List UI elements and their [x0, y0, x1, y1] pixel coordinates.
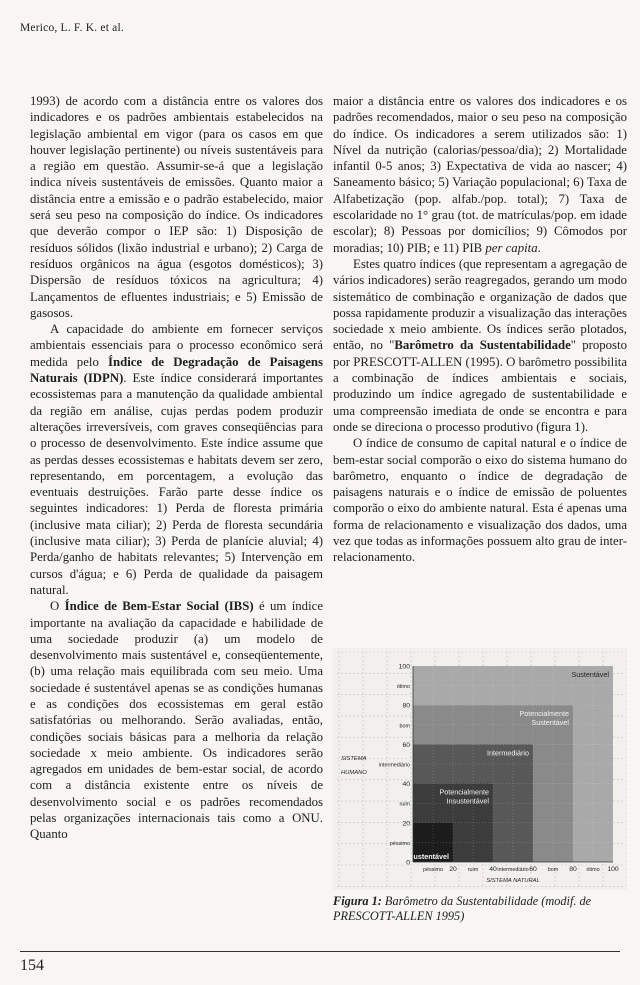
- y-tick-label: 80: [402, 702, 410, 710]
- barometer-body: " proposto por PRESCOTT-ALLEN (1995). O barômetro possibilita a combinação de índices ambientais e sociais, produzindo um índice agregado de sustentabilidade e uma compreensão imediata de onde se encontra e para onde se direciona o processo produtivo (figura 1).: [333, 338, 627, 434]
- y-tick-label: ruim: [399, 801, 410, 808]
- ibs-term: Índice de Bem-Estar Social (IBS): [64, 599, 254, 614]
- y-tick-label: bom: [399, 723, 410, 730]
- idpn-intro: A capacidade do ambiente em fornecer serviços ambientais essenciais para o processo econômico será medida pelo: [30, 322, 323, 369]
- left-text-column: [30, 93, 323, 843]
- x-tick-label: 60: [529, 866, 537, 873]
- idpn-body: . Este índice considerará importantes ecossistemas para a manutenção da qualidade ambiental da região em análise, cujas perdas podem produzir alterações irreversíveis, com graves conseqüências para o processo de desenvolvimento. Este índice assume que as perdas desses ecossistemas e habitats devem ser zero, representando, em porcentagem, a evolução das eventuais destruições. Farão parte desse índice os seguintes indicadores: 1) Perda de floresta primária (inclusive mata ciliar); 2) Perda de floresta secundária (inclusive mata ciliar); 3) Perda de planície aluvial; 4) Perda/ganho de habitats relevantes; 5) Intervenção em cursos d'água; e 6) Perda de qualidade da paisagem natural.: [30, 371, 323, 597]
- zone-label: Potencialmente: [519, 709, 569, 719]
- barometer-figure: [333, 648, 627, 890]
- y-tick-label: 40: [402, 781, 410, 789]
- caption-label: Figura 1:: [333, 894, 382, 908]
- y-tick-label: ótimo: [396, 684, 410, 691]
- y-tick-label: 0: [406, 859, 410, 867]
- idpn-term: Índice de Degradação de Paisagens Naturais (IDPN): [30, 354, 323, 386]
- paragraph-idpn: [30, 321, 323, 598]
- y-tick-label: 20: [402, 820, 410, 828]
- barometer-chart: [333, 648, 627, 890]
- paragraph-ibs: [30, 598, 323, 842]
- page-number: 154: [20, 957, 44, 974]
- indicators-text: maior a distância entre os valores dos indicadores e os padrões recomendados, maior o seu peso na composição do índice. Os indicadores a serem utilizados são: 1) Nível da nutrição (calorias/pessoa/dia); 2) Mortalidade infantil 0-5 anos; 3) Expectativa de vida ao nascer; 4) Saneamento básico; 5) Variação populacional; 6) Taxa de Alfabetização (pop. alfab./pop. total); 7) Taxa de escolaridade no 1° grau (tot. de matrículas/pop. em idade escolar); 8) Pessoas por domicílios; 9) Cômodos por moradias; 10) PIB; e 11) PIB: [333, 94, 627, 255]
- x-tick-label: 40: [489, 866, 497, 873]
- zone-label: Potencialmente: [439, 787, 489, 797]
- y-tick-label: péssimo: [389, 840, 410, 847]
- y-tick-label: intermediário: [378, 762, 410, 769]
- x-tick-label: intermediário: [497, 867, 529, 873]
- per-capita: per capita: [485, 240, 538, 255]
- zone-label: Insustentável: [446, 796, 489, 806]
- x-tick-label: 20: [449, 866, 457, 873]
- x-axis-label: SISTEMA NATURAL: [486, 878, 540, 884]
- x-tick-label: péssimo: [422, 867, 444, 873]
- zone-label: Sustentável: [531, 718, 569, 728]
- right-text-column: [333, 93, 627, 566]
- x-tick-label: ótimo: [586, 867, 600, 873]
- paragraph-ibs-indicators: [333, 93, 627, 256]
- ibs-body: é um índice importante na avaliação da capacidade e habilidade de uma sociedade produzir (a) um modelo de desenvolvimento mais sustentável e, conseqüentemente, (b) uma relação mais equilibrada com seu meio. Uma sociedade é sustentável apenas se as condições humanas e as condições dos ecossistemas em geral estão satisfatórias ou melhorando. Serão avaliadas, então, condições sociais básicas para a melhoria da relação sociedade x meio ambiente. Os indicadores serão agregados em unidades de bem-estar social, de acordo com a distância existente entre os níveis de desenvolvimento social e os padrões recomendados pelas organizações internacionais tais como a ONU. Quanto: [30, 599, 323, 842]
- y-tick-label: 100: [398, 663, 410, 671]
- footer-rule: [20, 951, 620, 952]
- paragraph-barometer: [333, 256, 627, 435]
- running-head: Merico, L. F. K. et al.: [20, 22, 124, 34]
- barometer-intro: Estes quatro índices (que representam a agregação de vários indicadores) serão reagregados, gerando um modo sistemático de combinação e organização de dados que possa rapidamente produzir a visualização das interações sociedade x meio ambiente. Os índices serão plotados, então, no ": [333, 256, 627, 353]
- x-tick-label: bom: [547, 867, 559, 873]
- y-axis-label-line: HUMANO: [341, 769, 367, 776]
- zone-label: Insustentável: [403, 852, 449, 861]
- figure-caption: [333, 894, 627, 924]
- barometer-term: Barômetro da Sustentabilidade: [394, 338, 571, 353]
- indicators-end: .: [537, 240, 541, 255]
- x-tick-label: 100: [607, 866, 619, 873]
- y-axis-label-line: SISTEMA: [341, 756, 367, 763]
- paragraph-axes: O índice de consumo de capital natural e o índice de bem-estar social comporão o eixo do sistema humano do barômetro, enquanto o índice de degradação de paisagens naturais e o índice de emissão de poluentes comporão o eixo do ambiente natural. Esta é apenas uma forma de relacionamento e visualização dos dados, uma vez que todas as informações possuem alto grau de inter-relacionamento.: [333, 436, 627, 565]
- zone-label: Intermediário: [487, 748, 529, 758]
- ibs-intro: O: [50, 599, 65, 614]
- x-tick-label: ruim: [467, 867, 479, 873]
- paragraph-iep: 1993) de acordo com a distância entre os valores dos indicadores e os padrões ambientais estabelecidos na legislação ambiental em vigor (para os casos em que houver legislação pertinente) ou níveis sustentáveis para a região em questão. Assumir-se-á que a legislação indica níveis sustentáveis de emissões. Quanto maior a distância entre a emissão e o padrão estabelecido, maior será seu peso na composição do índice. Os indicadores que deverão compor o IEP são: 1) Disposição de resíduos sólidos (lixão industrial e urbano); 2) Carga de resíduos orgânicos na água (esgotos domésticos); 3) Dispersão de resíduos tóxicos na agricultura; 4) Lançamentos de efluentes industriais; e 5) Emissão de gasosos.: [30, 94, 323, 320]
- y-tick-label: 60: [402, 741, 410, 749]
- zone-label: Sustentável: [571, 670, 609, 679]
- x-tick-label: 80: [569, 866, 577, 873]
- caption-text: Barômetro da Sustentabilidade (modif. de PRESCOTT-ALLEN 1995): [333, 894, 592, 923]
